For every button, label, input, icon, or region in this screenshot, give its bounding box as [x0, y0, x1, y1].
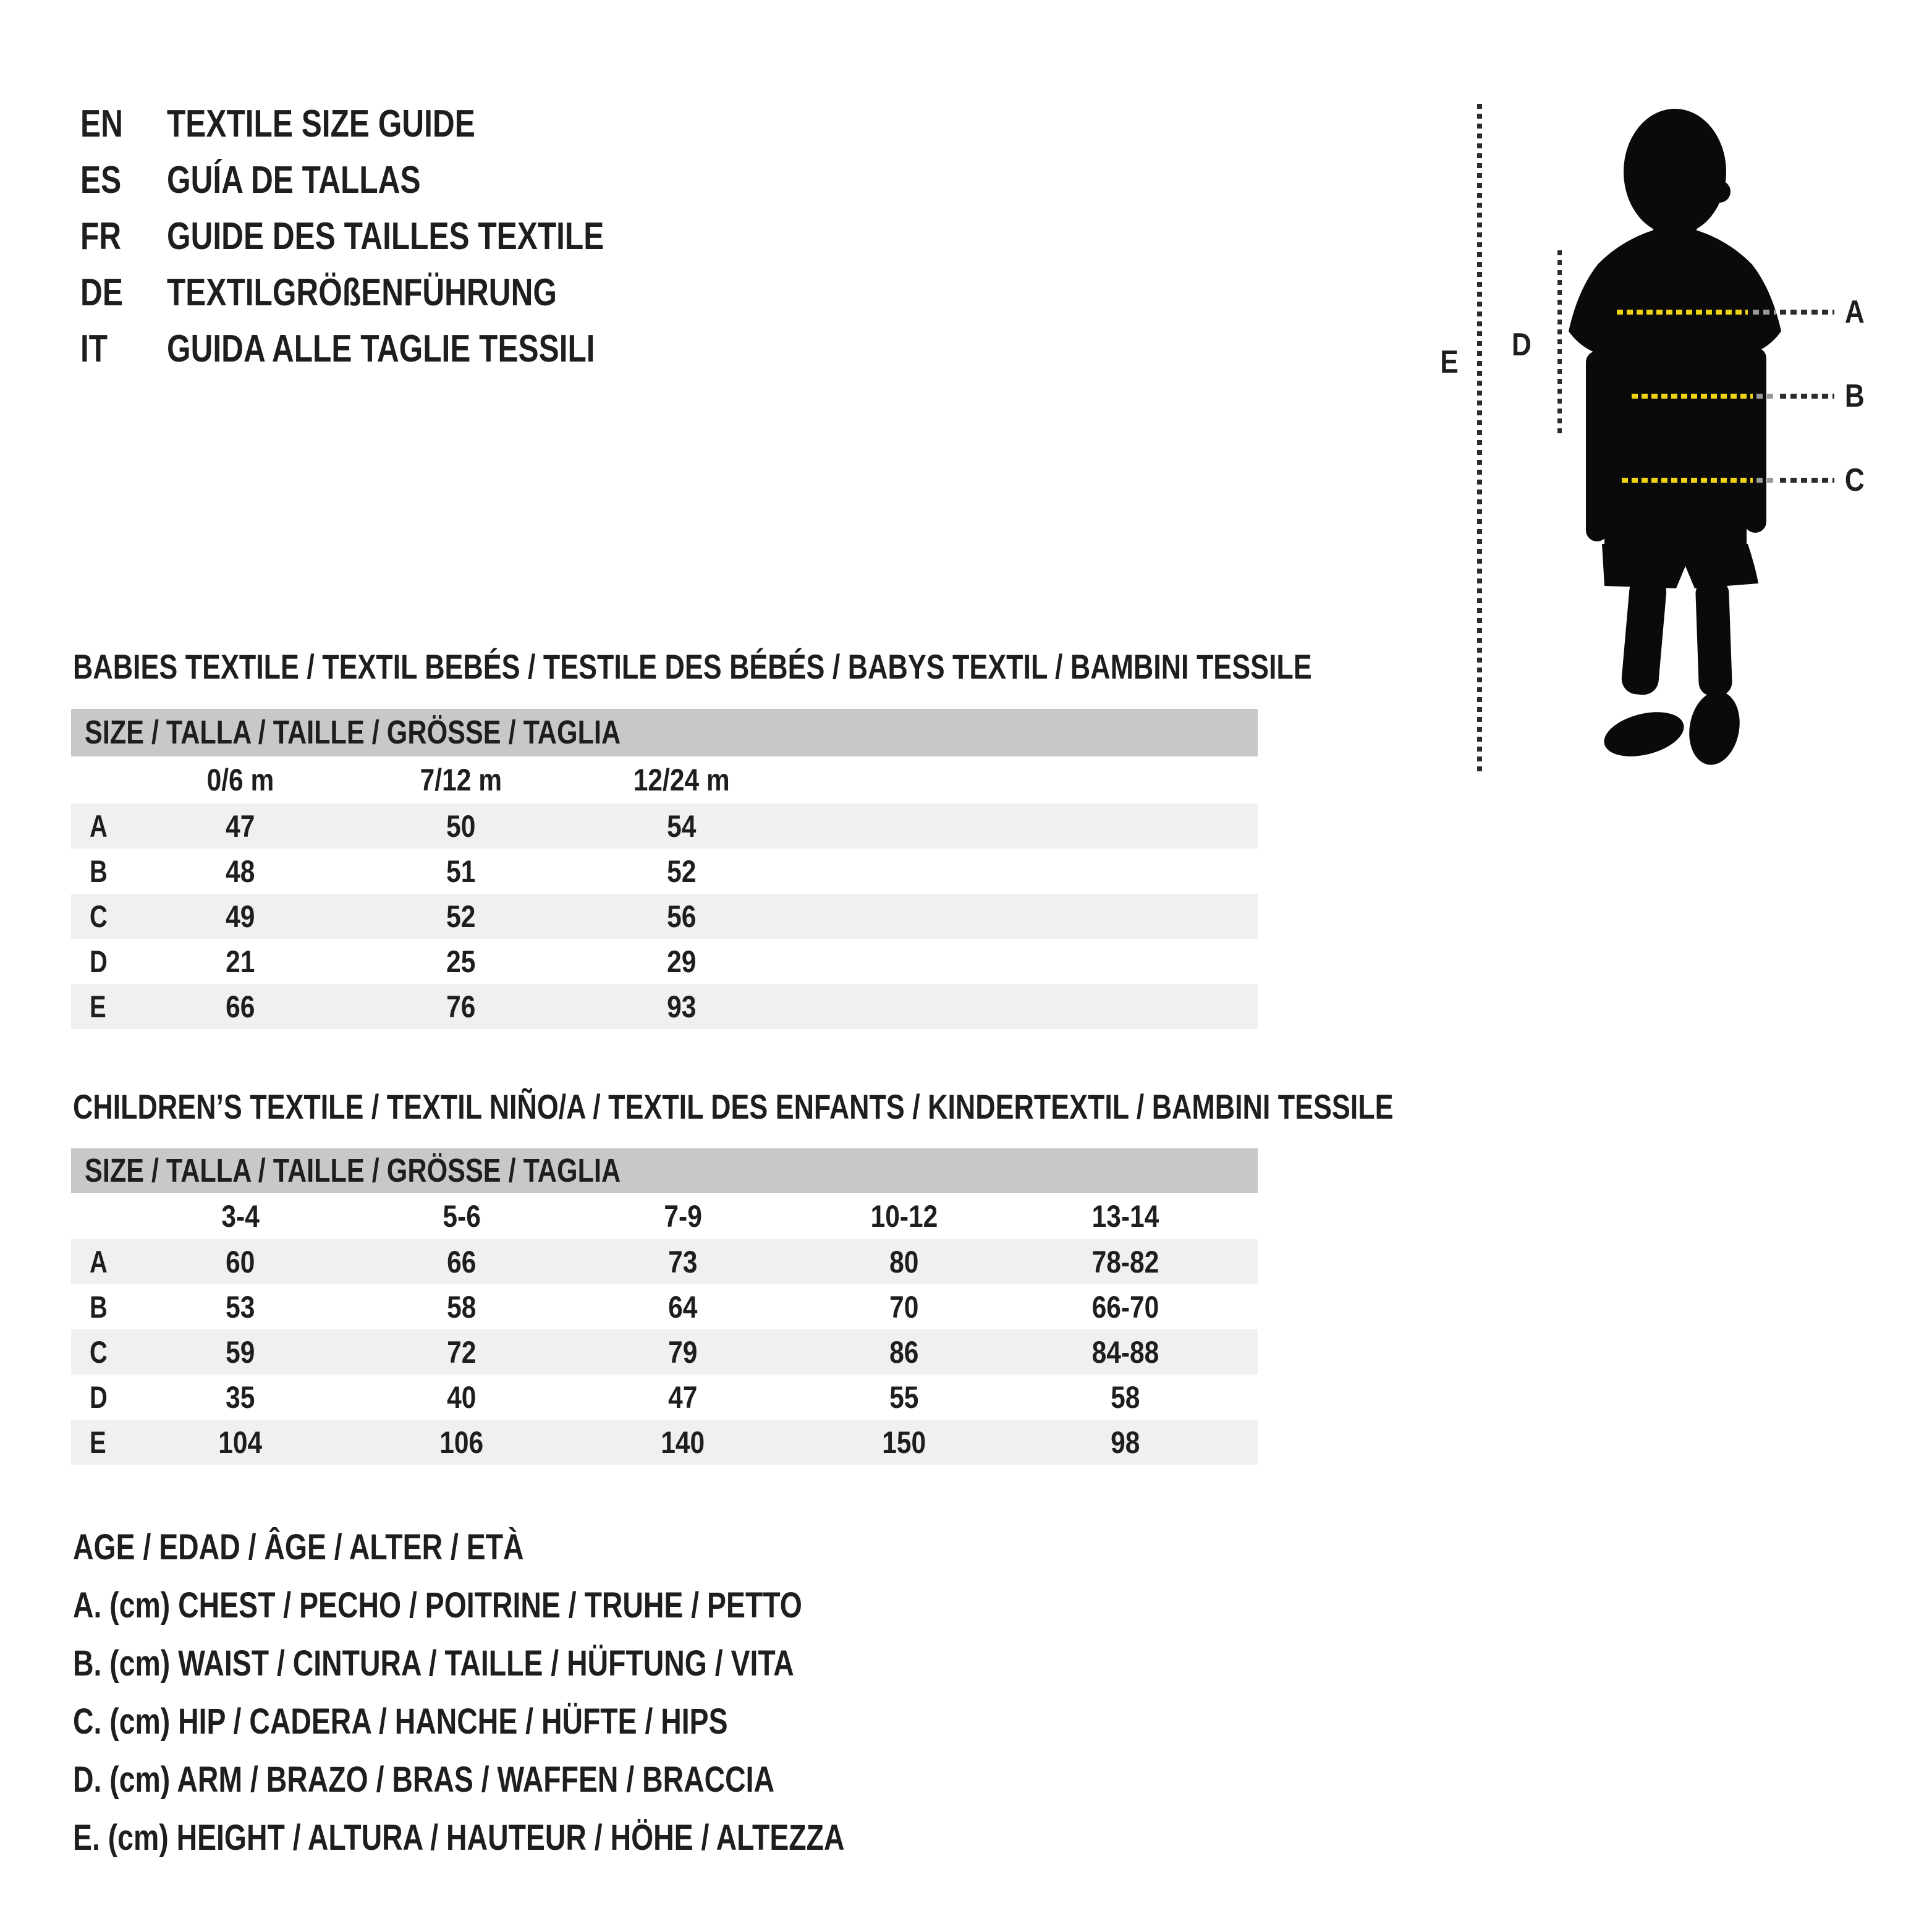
lang-code-es: [80, 156, 132, 205]
table-cell-text: 58: [447, 1289, 477, 1324]
lang-code-es-text: ES: [80, 159, 122, 201]
lang-title-en: [167, 100, 1156, 148]
legend-age-text: AGE / EDAD / ÂGE / ALTER / ETÀ: [73, 1527, 524, 1567]
waist-line-dark: [1780, 394, 1834, 399]
table-cell: [351, 1425, 572, 1460]
figure-label-c-text: C: [1844, 462, 1865, 498]
babies-row-e-label: [71, 989, 130, 1025]
table-cell: [571, 899, 792, 934]
babies-row-a-label-text: A: [90, 808, 108, 844]
children-row-b-label-text: B: [90, 1289, 108, 1324]
table-cell-text: 47: [668, 1379, 698, 1415]
table-cell-text: 72: [447, 1334, 477, 1370]
legend-chest-text: A. (cm) CHEST / PECHO / POITRINE / TRUHE / PETTO: [73, 1585, 802, 1625]
table-cell: [571, 944, 792, 980]
table-cell: [572, 1244, 794, 1280]
figure-label-e: [1403, 344, 1459, 381]
table-cell-text: 35: [226, 1379, 255, 1415]
children-size-table: [71, 1148, 1258, 1470]
babies-section-heading: [73, 645, 1622, 688]
table-cell: [572, 1289, 794, 1325]
babies-row-b-label-text: B: [90, 854, 108, 889]
babies-col-7-12m: [350, 762, 571, 798]
babies-col-7-12m-text: 7/12 m: [420, 763, 502, 797]
table-cell-text: 80: [889, 1244, 919, 1279]
chest-line-dark: [1780, 310, 1834, 315]
babies-row-c: [71, 894, 1258, 939]
table-cell-text: 25: [446, 944, 476, 979]
table-cell: [130, 808, 350, 844]
children-col-7-9: [572, 1198, 794, 1234]
table-cell-text: 49: [225, 899, 255, 934]
table-cell-text: 150: [882, 1425, 926, 1460]
table-cell-text: 53: [226, 1289, 255, 1324]
table-cell-text: 52: [666, 854, 697, 889]
babies-col-12-24m: [571, 762, 792, 798]
table-cell-text: 140: [661, 1425, 705, 1460]
table-cell-text: 106: [439, 1425, 484, 1460]
table-cell: [1015, 1334, 1236, 1370]
table-cell-text: 98: [1111, 1425, 1140, 1460]
arm-measure-line-d: [1557, 250, 1562, 434]
table-cell: [130, 989, 350, 1025]
children-row-c-label-text: C: [90, 1334, 108, 1370]
table-cell-text: 47: [225, 808, 255, 844]
lang-code-en-text: EN: [80, 103, 123, 145]
table-cell-text: 70: [889, 1289, 919, 1324]
table-cell-text: 54: [666, 808, 697, 844]
children-size-header-bar: [71, 1148, 1258, 1193]
children-row-d-label: [71, 1379, 130, 1415]
table-cell: [1015, 1379, 1236, 1415]
children-row-a-label: [71, 1244, 130, 1280]
children-row-d-label-text: D: [90, 1379, 108, 1415]
children-col-3-4-text: 3-4: [221, 1198, 260, 1234]
lang-title-fr: [167, 213, 1156, 261]
table-cell: [130, 899, 350, 934]
table-cell: [130, 854, 350, 889]
lang-title-de: [167, 269, 1156, 317]
table-cell: [351, 1334, 572, 1370]
figure-label-d: [1506, 326, 1538, 363]
figure-label-a: [1843, 294, 1880, 331]
babies-col-0-6m: [130, 762, 350, 798]
waist-line-yellow: [1632, 394, 1753, 399]
table-cell: [572, 1425, 794, 1460]
table-cell-text: 51: [446, 854, 476, 889]
babies-row-e-label-text: E: [90, 989, 106, 1024]
legend-height-text: E. (cm) HEIGHT / ALTURA / HAUTEUR / HÖHE / ALTEZZA: [73, 1818, 845, 1858]
lang-title-es: [167, 156, 1156, 205]
table-cell: [351, 1379, 572, 1415]
children-section-heading: [73, 1085, 1724, 1129]
figure-label-d-text: D: [1512, 327, 1532, 363]
chest-line-fade: [1753, 310, 1776, 315]
table-cell: [130, 1334, 351, 1370]
legend-age: [73, 1523, 637, 1572]
lang-title-it-text: GUIDA ALLE TAGLIE TESSILI: [167, 328, 595, 370]
table-cell: [571, 854, 792, 889]
table-cell-text: 66: [225, 989, 255, 1024]
table-cell-text: 55: [889, 1379, 919, 1415]
children-row-c-label: [71, 1334, 130, 1370]
children-row-e-label-text: E: [90, 1425, 106, 1460]
figure-label-c: [1843, 462, 1880, 499]
table-cell: [350, 944, 571, 980]
table-cell-text: 73: [668, 1244, 698, 1279]
table-cell-text: 79: [668, 1334, 698, 1370]
babies-col-0-6m-text: 0/6 m: [206, 763, 274, 797]
table-cell: [1015, 1425, 1236, 1460]
table-cell-text: 52: [446, 899, 476, 934]
hip-line-dark: [1780, 478, 1834, 483]
table-cell-text: 40: [447, 1379, 477, 1415]
figure-label-b-text: B: [1844, 378, 1865, 414]
lang-code-de-text: DE: [80, 271, 123, 314]
lang-code-it-text: IT: [80, 328, 108, 370]
table-cell-text: 76: [446, 989, 476, 1024]
babies-row-e: [71, 984, 1258, 1029]
table-cell-text: 64: [668, 1289, 698, 1324]
children-col-7-9-text: 7-9: [664, 1198, 702, 1234]
children-row-d: [71, 1375, 1258, 1420]
table-cell-text: 48: [225, 854, 255, 889]
lang-title-en-text: TEXTILE SIZE GUIDE: [167, 103, 475, 145]
table-cell: [130, 944, 350, 980]
legend-height: [73, 1813, 1038, 1863]
babies-row-d-label-text: D: [90, 944, 108, 979]
table-cell-text: 29: [666, 944, 697, 979]
babies-size-header-text: SIZE / TALLA / TAILLE / GRÖSSE / TAGLIA: [85, 714, 621, 751]
table-cell: [572, 1379, 794, 1415]
table-cell: [350, 899, 571, 934]
babies-row-b: [71, 849, 1258, 894]
lang-title-fr-text: GUIDE DES TAILLES TEXTILE: [167, 215, 604, 258]
children-col-13-14: [1015, 1198, 1236, 1234]
table-cell: [130, 1289, 351, 1325]
lang-title-es-text: GUÍA DE TALLAS: [167, 159, 421, 201]
lang-code-it: [80, 325, 114, 373]
children-row-e-label: [71, 1425, 130, 1460]
babies-row-d: [71, 939, 1258, 984]
table-cell: [794, 1425, 1015, 1460]
children-row-c: [71, 1329, 1258, 1375]
babies-row-c-label: [71, 899, 130, 934]
babies-row-a-label: [71, 808, 130, 844]
table-cell: [794, 1244, 1015, 1280]
figure-label-a-text: A: [1844, 294, 1865, 330]
table-cell-text: 66-70: [1091, 1289, 1159, 1324]
table-cell: [350, 808, 571, 844]
table-cell: [350, 989, 571, 1025]
lang-code-de: [80, 269, 133, 317]
children-row-a-label-text: A: [90, 1244, 108, 1279]
legend-arm: [73, 1755, 950, 1805]
lang-title-de-text: TEXTILGRÖßENFÜHRUNG: [167, 271, 557, 314]
table-cell: [351, 1244, 572, 1280]
children-row-b: [71, 1284, 1258, 1329]
table-cell-text: 84-88: [1091, 1334, 1159, 1370]
babies-size-header-bar: [71, 709, 1258, 756]
babies-size-table: [71, 709, 1258, 1030]
lang-code-fr-text: FR: [80, 215, 122, 258]
babies-row-b-label: [71, 854, 130, 889]
table-cell-text: 93: [666, 989, 697, 1024]
table-cell-text: 21: [225, 944, 255, 979]
babies-heading-text: BABIES TEXTILE / TEXTIL BEBÉS / TESTILE DES BÉBÉS / BABYS TEXTIL / BAMBINI TESSILE: [73, 647, 1312, 686]
figure-label-b: [1843, 378, 1880, 415]
table-cell-text: 50: [446, 808, 476, 844]
children-col-3-4: [130, 1198, 351, 1234]
children-heading-text: CHILDREN’S TEXTILE / TEXTIL NIÑO/A / TEXTIL DES ENFANTS / KINDERTEXTIL / BAMBINI TESSILE: [73, 1087, 1394, 1126]
table-cell-text: 66: [447, 1244, 477, 1279]
hip-line-fade: [1756, 478, 1777, 483]
legend-arm-text: D. (cm) ARM / BRAZO / BRAS / WAFFEN / BRACCIA: [73, 1760, 775, 1800]
waist-line-fade: [1756, 394, 1777, 399]
lang-code-en: [80, 100, 133, 148]
table-cell: [130, 1244, 351, 1280]
figure-label-e-text: E: [1440, 344, 1459, 380]
lang-code-fr: [80, 213, 132, 261]
table-cell: [572, 1334, 794, 1370]
babies-col-12-24m-text: 12/24 m: [633, 763, 730, 797]
children-row-a: [71, 1239, 1258, 1284]
table-cell: [351, 1289, 572, 1325]
table-cell-text: 58: [1111, 1379, 1140, 1415]
babies-column-header-row: [71, 756, 1258, 803]
children-row-b-label: [71, 1289, 130, 1325]
children-col-13-14-text: 13-14: [1091, 1198, 1159, 1234]
legend-hip-text: C. (cm) HIP / CADERA / HANCHE / HÜFTE / HIPS: [73, 1701, 728, 1742]
children-size-header-text: SIZE / TALLA / TAILLE / GRÖSSE / TAGLIA: [85, 1152, 621, 1189]
lang-title-it: [167, 325, 1156, 373]
babies-row-d-label: [71, 944, 130, 980]
table-cell: [350, 854, 571, 889]
table-cell: [794, 1334, 1015, 1370]
table-cell-text: 78-82: [1091, 1244, 1159, 1279]
babies-row-a: [71, 803, 1258, 849]
legend-hip: [73, 1697, 891, 1747]
table-cell: [794, 1289, 1015, 1325]
children-column-header-row: [71, 1193, 1258, 1239]
legend-waist-text: B. (cm) WAIST / CINTURA / TAILLE / HÜFTUNG / VITA: [73, 1643, 794, 1684]
table-cell-text: 56: [666, 899, 697, 934]
table-cell: [571, 808, 792, 844]
babies-row-c-label-text: C: [90, 899, 108, 934]
table-cell-text: 59: [226, 1334, 255, 1370]
table-cell-text: 86: [889, 1334, 919, 1370]
table-cell: [794, 1379, 1015, 1415]
children-col-5-6: [351, 1198, 572, 1234]
table-cell-text: 104: [218, 1425, 263, 1460]
table-cell: [1015, 1244, 1236, 1280]
chest-line-yellow: [1617, 310, 1748, 315]
hip-line-yellow: [1622, 478, 1753, 483]
table-cell: [1015, 1289, 1236, 1325]
children-col-10-12-text: 10-12: [870, 1198, 938, 1234]
table-cell: [571, 989, 792, 1025]
table-cell-text: 60: [226, 1244, 255, 1279]
table-cell: [130, 1379, 351, 1415]
table-cell: [130, 1425, 351, 1460]
children-row-e: [71, 1420, 1258, 1465]
legend-waist: [73, 1639, 975, 1688]
children-col-5-6-text: 5-6: [443, 1198, 481, 1234]
legend-chest: [73, 1581, 985, 1630]
children-col-10-12: [794, 1198, 1015, 1234]
